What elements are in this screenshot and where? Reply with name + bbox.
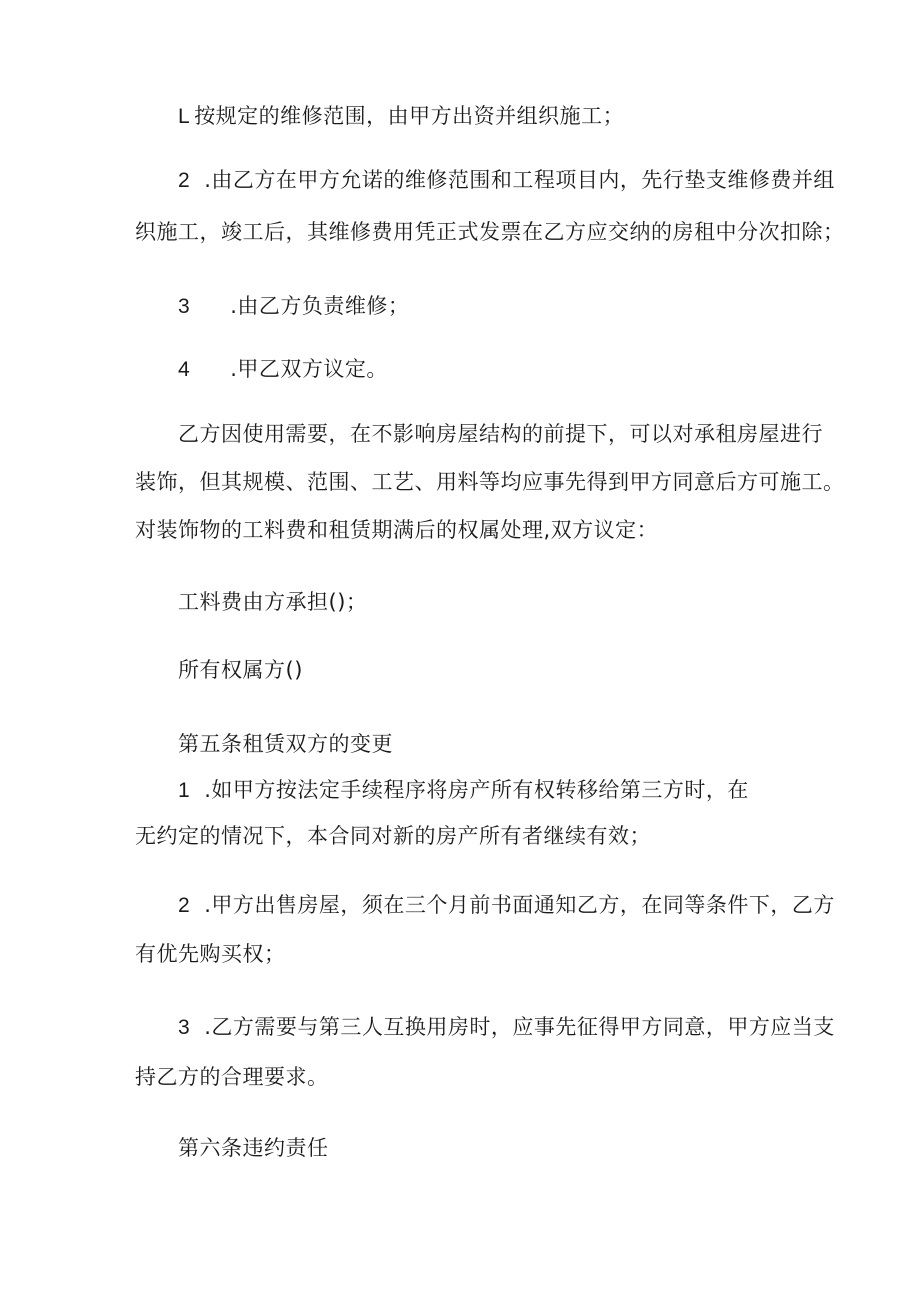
heading-text: 第六条违约责任 (178, 1136, 329, 1160)
item-number: 3 (178, 1016, 191, 1039)
item-number: 1 (178, 779, 191, 802)
line-text: 持乙方的合理要求。 (135, 1065, 329, 1089)
item-number: 2 (178, 894, 191, 917)
clause-item-2 (178, 891, 835, 920)
line-text: 有优先购买权； (135, 942, 286, 966)
item-number: 3 (178, 295, 191, 318)
item-text: .乙方需要与第三人互换用房时，应事先征得甲方同意，甲方应当支 (204, 1015, 835, 1039)
clause-item-1 (178, 102, 624, 131)
paragraph-line (135, 516, 658, 544)
heading-text: 第五条租赁双方的变更 (178, 732, 393, 756)
paragraph-line (135, 218, 845, 246)
item-number: L (178, 105, 191, 128)
clause-item-3 (178, 292, 409, 321)
clause-item-1 (178, 776, 749, 805)
section-heading (178, 730, 393, 758)
paragraph-line (135, 822, 651, 850)
section-heading (178, 1134, 329, 1162)
paragraph-line (178, 588, 367, 616)
clause-item-4 (178, 355, 388, 384)
line-text: 织施工，竣工后，其维修费用凭正式发票在乙方应交纳的房租中分次扣除； (135, 220, 845, 244)
line-text: 无约定的情况下，本合同对新的房产所有者继续有效； (135, 824, 651, 848)
item-text: .如甲方按法定手续程序将房产所有权转移给第三方时，在 (204, 778, 749, 802)
item-text: .甲乙双方议定。 (230, 357, 388, 381)
line-text: 工料费由方承担()； (178, 590, 368, 614)
line-text: 所有权属方() (178, 658, 303, 682)
paragraph-line (178, 656, 303, 684)
item-number: 4 (178, 358, 191, 381)
paragraph-line (135, 468, 845, 496)
item-text: .由乙方负责维修； (230, 294, 410, 318)
line-text: 装饰，但其规模、范围、工艺、用料等均应事先得到甲方同意后方可施工。 (135, 470, 845, 494)
item-text: .甲方出售房屋，须在三个月前书面通知乙方，在同等条件下，乙方 (204, 893, 835, 917)
paragraph-line (178, 420, 823, 448)
clause-item-2 (178, 166, 835, 195)
line-text: 乙方因使用需要，在不影响房屋结构的前提下，可以对承租房屋进行 (178, 422, 823, 446)
item-text: .由乙方在甲方允诺的维修范围和工程项目内，先行垫支维修费并组 (204, 168, 835, 192)
paragraph-line (135, 1063, 329, 1091)
item-text: 按规定的维修范围，由甲方出资并组织施工； (194, 104, 625, 128)
clause-item-3 (178, 1013, 835, 1042)
paragraph-line (135, 940, 286, 968)
line-text: 对装饰物的工料费和租赁期满后的权属处理,双方议定： (135, 518, 659, 542)
item-number: 2 (178, 169, 191, 192)
